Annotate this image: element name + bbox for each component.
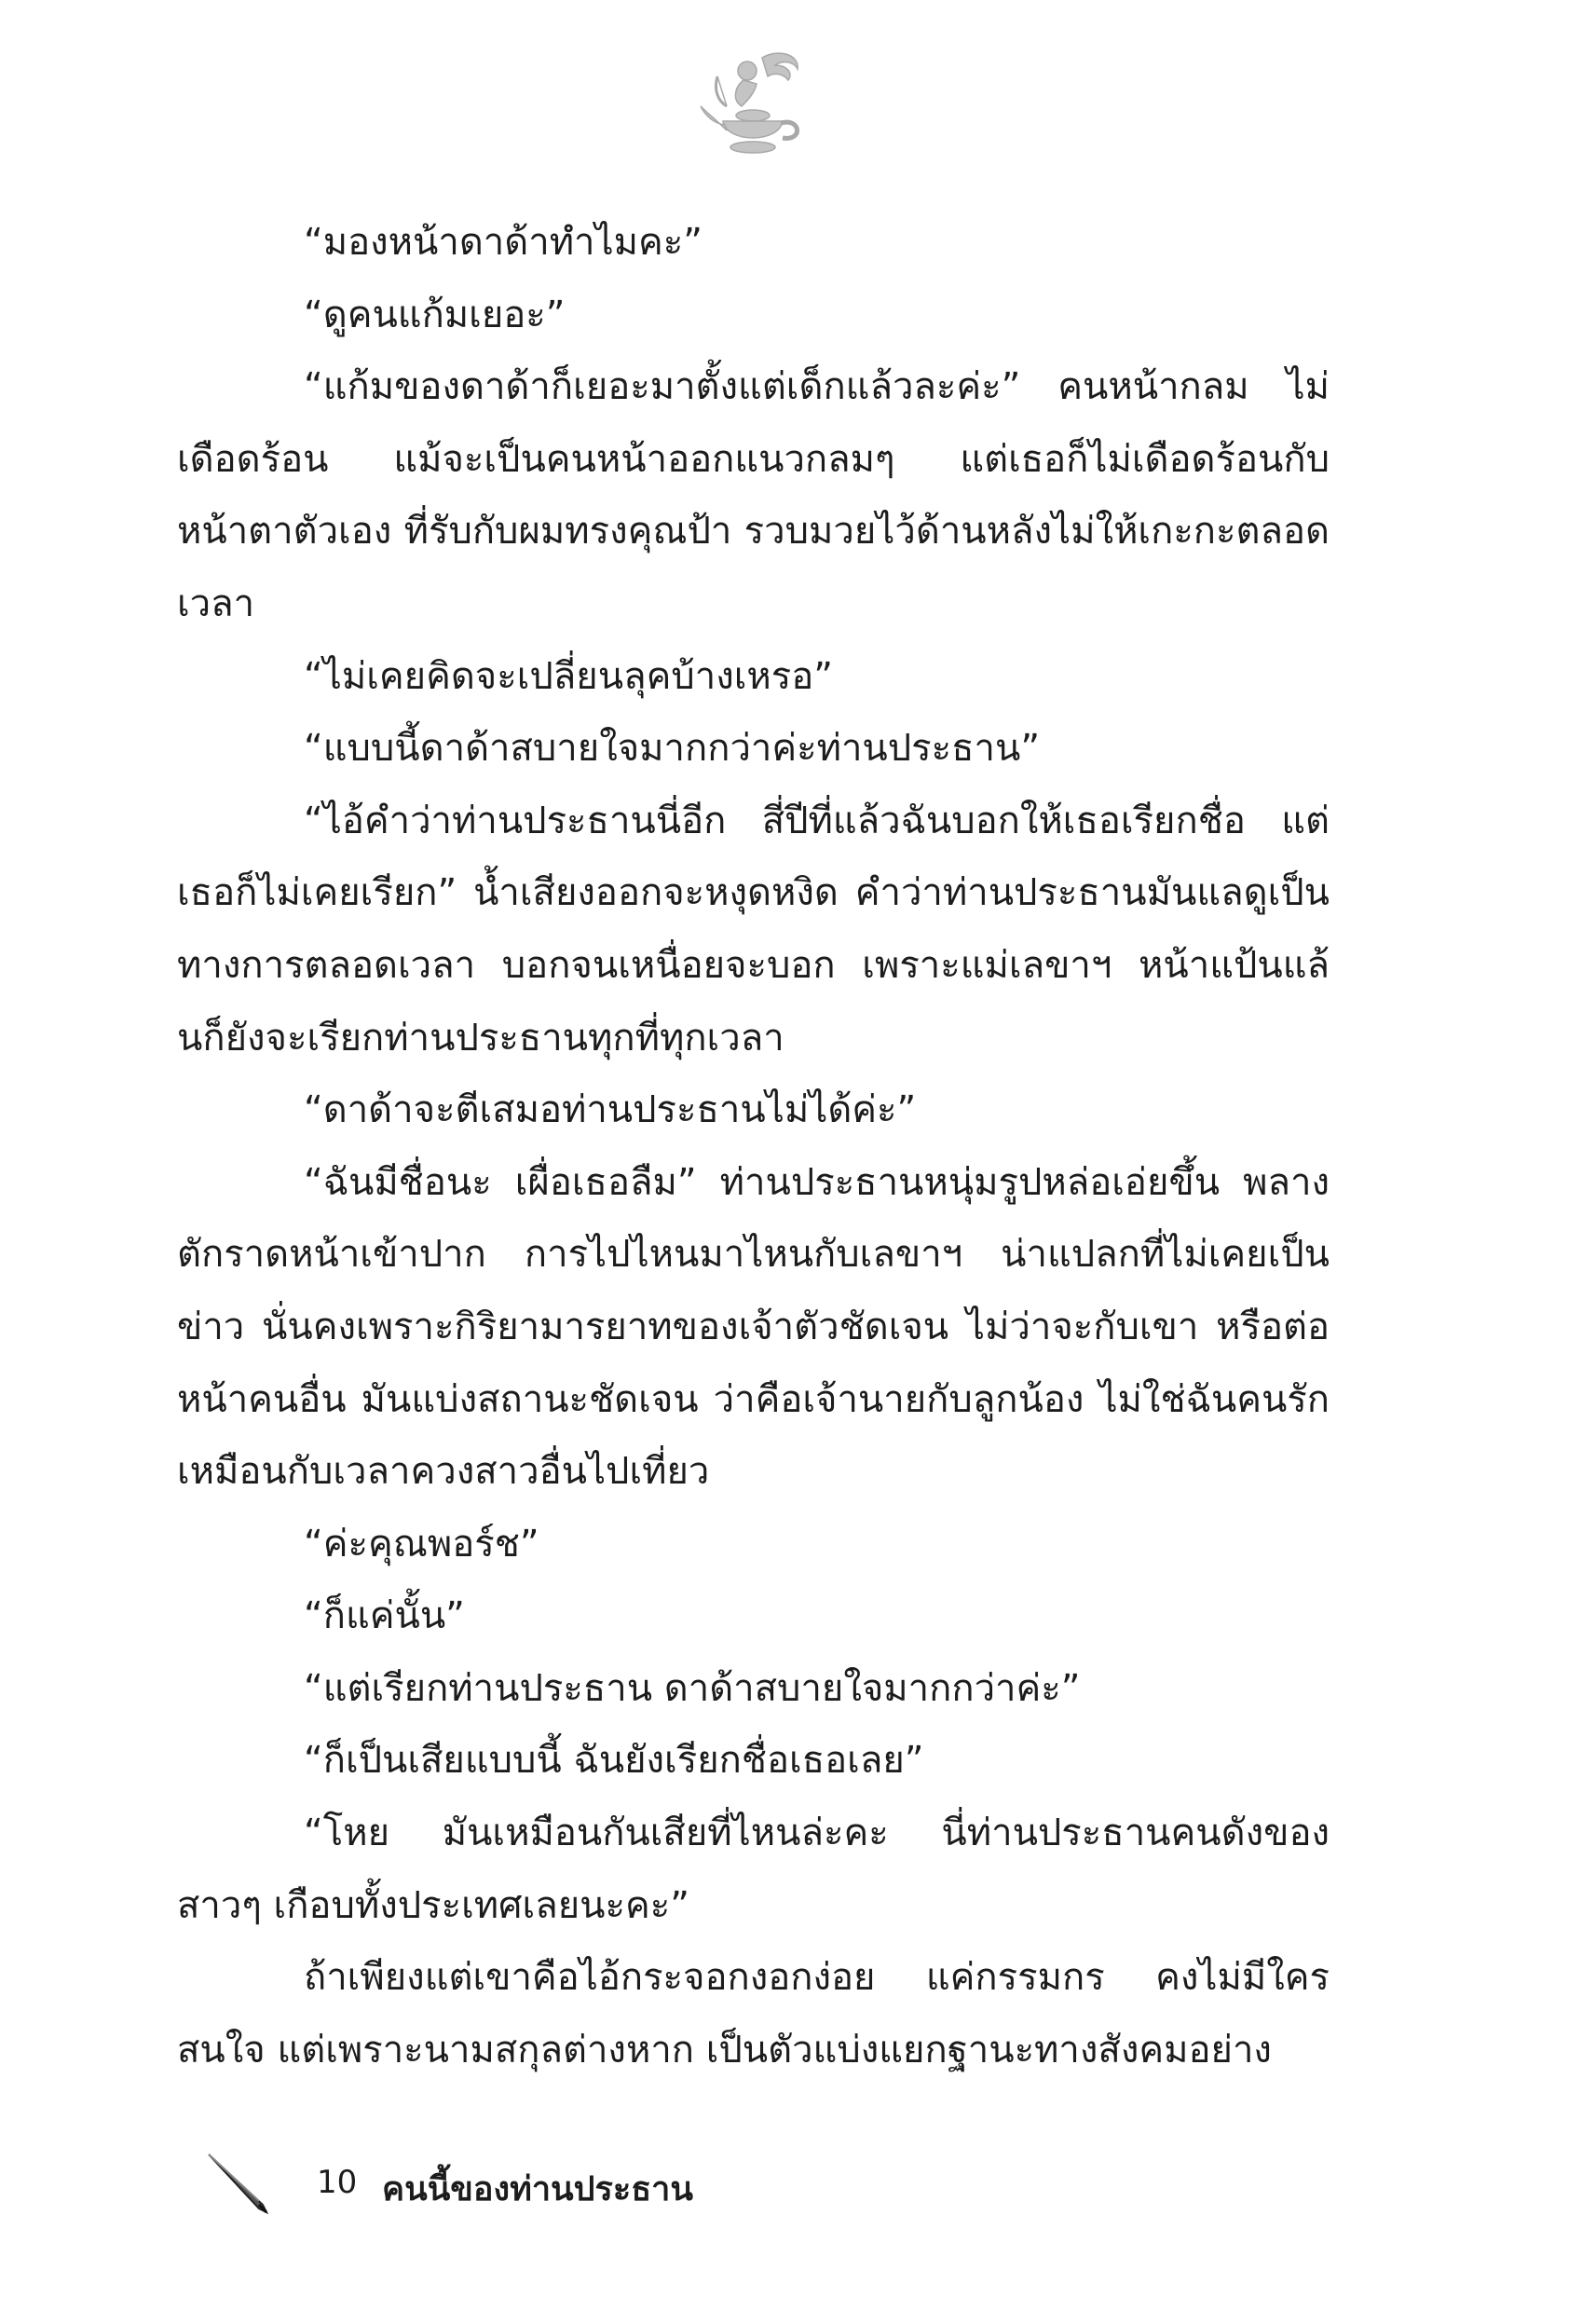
paragraph: “ดูคนแก้มเยอะ” [304,293,566,336]
book-title: คนนี้ของท่านประธาน [382,2170,693,2208]
page-number: 10 [317,2164,358,2201]
paragraph: “แต่เรียกท่านประธาน ดาด้าสบายใจมากกว่าค่ะ” [304,1666,1081,1710]
paragraph: ถ้าเพียงแต่เขาคือไอ้กระจอกงอกง่อย แค่กรรมกร คงไม่มีใครสนใจ แต่เพราะนามสกุลต่างหาก เป็นตัวแบ่งแยกฐานะทางสังคมอย่าง [177,1956,1330,2072]
paragraph: “ไม่เคยคิดจะเปลี่ยนลุคบ้างเหรอ” [304,654,834,698]
body-text [177,207,1330,2086]
paragraph: “มองหน้าดาด้าทำไมคะ” [304,221,703,264]
paragraph: “แบบนี้ดาด้าสบายใจมากกว่าค่ะท่านประธาน” [304,727,1041,771]
paragraph: “โหย มันเหมือนกันเสียที่ไหนล่ะคะ นี่ท่านประธานคนดังของสาวๆ เกือบทั้งประเทศเลยนะคะ” [177,1812,1330,1927]
paragraph: “ก็เป็นเสียแบบนี้ ฉันยังเรียกชื่อเธอเลย” [304,1739,924,1783]
cupid-teapot-ornament-icon [689,48,820,170]
page-footer [205,2151,857,2216]
pen-icon [205,2151,275,2216]
paragraph: “ดาด้าจะตีเสมอท่านประธานไม่ได้ค่ะ” [304,1088,917,1132]
paragraph: “แก้มของดาด้าก็เยอะมาตั้งแต่เด็กแล้วละค่ะ” คนหน้ากลม ไม่เดือดร้อน แม้จะเป็นคนหน้าออกแนวกลมๆ แต่เธอก็ไม่เดือดร้อนกับหน้าตาตัวเอง ที่รับกับผมทรงคุณป้า รวบมวยไว้ด้านหลังไม่ให้เกะกะตลอดเวลา [177,365,1330,625]
paragraph: “ค่ะคุณพอร์ช” [304,1522,539,1566]
paragraph: “ก็แค่นั้น” [304,1594,465,1638]
paragraph: “ฉันมีชื่อนะ เผื่อเธอลืม” ท่านประธานหนุ่มรูปหล่อเอ่ยขึ้น พลางตักราดหน้าเข้าปาก การไปไหนมาไหนกับเลขาฯ น่าแปลกที่ไม่เคยเป็นข่าว นั่นคงเพราะกิริยามารยาทของเจ้าตัวชัดเจน ไม่ว่าจะกับเขา หรือต่อหน้าคนอื่น มันแบ่งสถานะชัดเจน ว่าคือเจ้านายกับลูกน้อง ไม่ใช่ฉันคนรักเหมือนกับเวลาควงสาวอื่นไปเที่ยว [177,1160,1330,1494]
paragraph: “ไอ้คำว่าท่านประธานนี่อีก สี่ปีที่แล้วฉันบอกให้เธอเรียกชื่อ แต่เธอก็ไม่เคยเรียก” น้ำเสียงออกจะหงุดหงิด คำว่าท่านประธานมันแลดูเป็นทางการตลอดเวลา บอกจนเหนื่อยจะบอก เพราะแม่เลขาฯ หน้าแป้นแล้นก็ยังจะเรียกท่านประธานทุกที่ทุกเวลา [177,799,1330,1060]
